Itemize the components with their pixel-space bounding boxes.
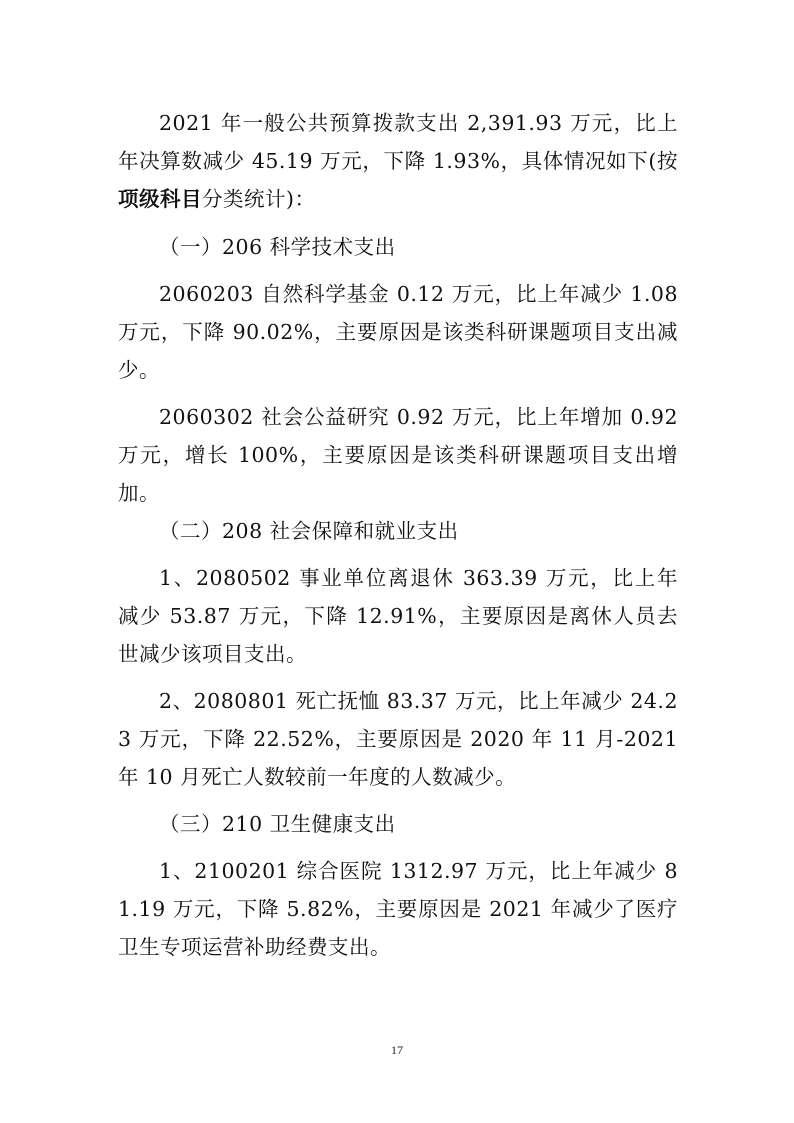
page-number: 17 bbox=[391, 1043, 403, 1057]
section-item-natural-science-fund: 2060203 自然科学基金 0.12 万元，比上年减少 1.08 万元，下降 90.02%，主要原因是该类科研课题项目支出减少。 bbox=[118, 282, 678, 382]
section-heading-social-security: （二）208 社会保障和就业支出 bbox=[159, 519, 459, 543]
section-item-death-pension: 2、2080801 死亡抚恤 83.37 万元，比上年减少 24.23 万元，下降 22.52%，主要原因是 2020 年 11 月-2021 年 10 月死亡人数较前一年度的人数减少。 bbox=[118, 689, 678, 789]
intro-text: 2021 年一般公共预算拨款支出 2,391.93 万元，比上年决算数减少 45.19 万元，下降 1.93%，具体情况如下(按 bbox=[118, 111, 678, 173]
intro-bold-text: 项级科目 bbox=[118, 187, 202, 211]
intro-text-end: 分类统计)： bbox=[202, 187, 316, 211]
intro-paragraph bbox=[118, 104, 678, 218]
section-heading-health: （三）210 卫生健康支出 bbox=[159, 812, 396, 836]
section-heading-science: （一）206 科学技术支出 bbox=[159, 235, 396, 259]
section-item-public-welfare-research: 2060302 社会公益研究 0.92 万元，比上年增加 0.92 万元，增长 100%，主要原因是该类科研课题项目支出增加。 bbox=[118, 405, 678, 505]
section-item-general-hospital: 1、2100201 综合医院 1312.97 万元，比上年减少 81.19 万元，下降 5.82%，主要原因是 2021 年减少了医疗卫生专项运营补助经费支出。 bbox=[118, 859, 678, 959]
section-item-retirement: 1、2080502 事业单位离退休 363.39 万元，比上年减少 53.87 万元，下降 12.91%，主要原因是离休人员去世减少该项目支出。 bbox=[118, 566, 678, 666]
document-body bbox=[118, 104, 678, 966]
